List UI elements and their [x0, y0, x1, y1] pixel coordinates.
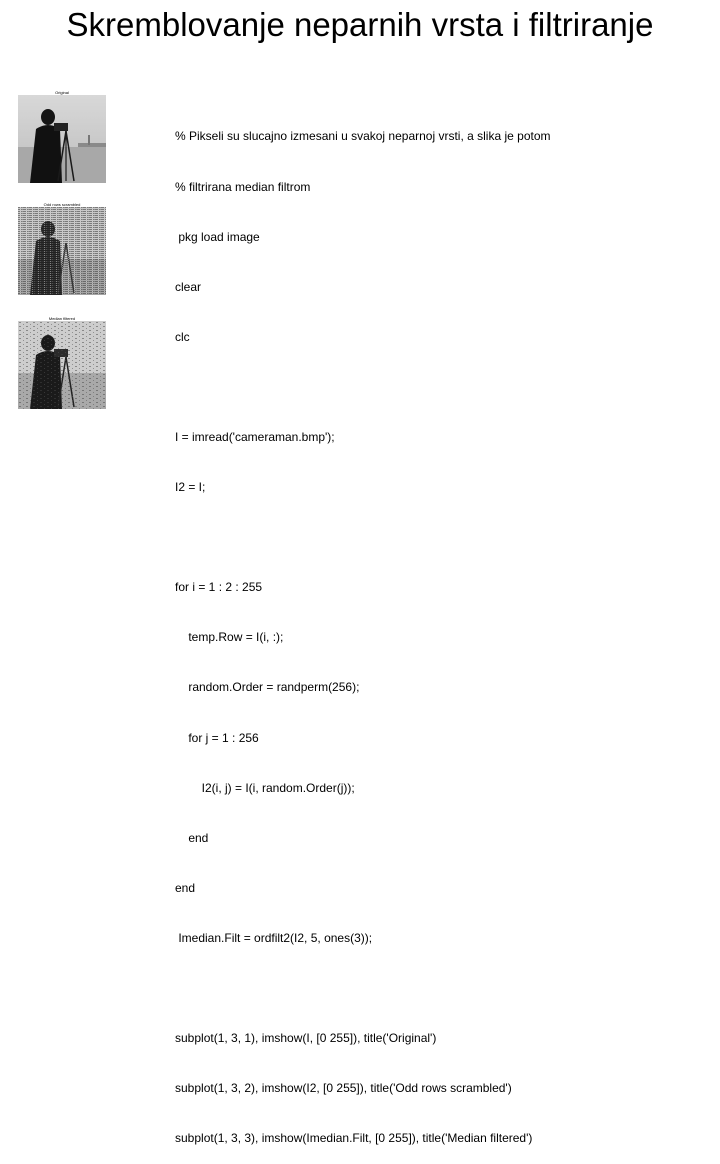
matlab-code-block — [175, 95, 695, 1164]
figure-caption: Original — [55, 90, 69, 95]
code-line: random.Order = randperm(256); — [175, 680, 360, 695]
code-line: end — [175, 880, 196, 895]
cameraman-scrambled-image — [18, 207, 106, 295]
figure-median-filtered — [18, 316, 106, 409]
figure-original — [18, 90, 106, 183]
code-line: end — [175, 830, 209, 845]
code-line — [175, 980, 695, 997]
code-line: % Pikseli su slucajno izmesani u svakoj neparnoj vrsti, a slika je potom — [175, 129, 551, 144]
figure-scrambled — [18, 202, 106, 295]
figure-caption: Odd rows scrambled — [43, 202, 81, 207]
code-line: for i = 1 : 2 : 255 — [175, 580, 263, 595]
figure-caption: Median filtered — [48, 316, 76, 321]
code-line: Imedian.Filt = ordfilt2(I2, 5, ones(3)); — [175, 930, 373, 945]
cameraman-median-image — [18, 321, 106, 409]
code-line: clc — [175, 329, 190, 344]
code-line: I = imread('cameraman.bmp'); — [175, 429, 335, 444]
code-line: for j = 1 : 256 — [175, 730, 259, 745]
slide-title: Skremblovanje neparnih vrsta i filtriranje — [66, 6, 654, 43]
code-line: subplot(1, 3, 3), imshow(Imedian.Filt, [0 255]), title('Median filtered') — [175, 1131, 533, 1146]
code-line: pkg load image — [175, 229, 260, 244]
cameraman-original-image — [18, 95, 106, 183]
code-line: % filtrirana median filtrom — [175, 179, 311, 194]
code-line: I2 = I; — [175, 480, 206, 495]
code-line: temp.Row = I(i, :); — [175, 630, 284, 645]
code-line — [175, 379, 695, 396]
code-line: subplot(1, 3, 2), imshow(I2, [0 255]), title('Odd rows scrambled') — [175, 1081, 512, 1096]
code-line: clear — [175, 279, 202, 294]
code-line — [175, 529, 695, 546]
code-line: I2(i, j) = I(i, random.Order(j)); — [175, 780, 355, 795]
code-line: subplot(1, 3, 1), imshow(I, [0 255]), title('Original') — [175, 1031, 437, 1046]
